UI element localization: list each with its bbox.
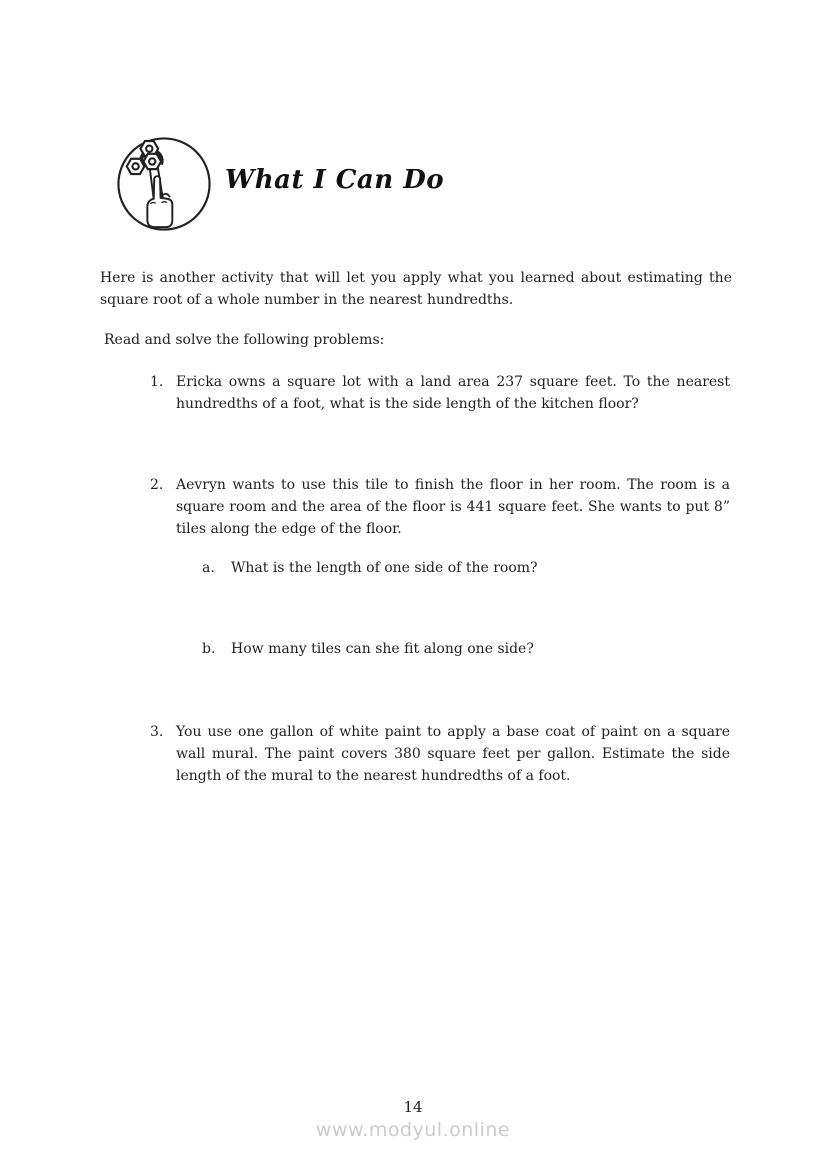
problem-text: Ericka owns a square lot with a land area 237 square feet. To the nearest hundredths of a foot, what is the side length of the kitchen floor?	[176, 374, 730, 412]
problem-number: 2.	[150, 477, 164, 493]
subquestion-letter: a.	[202, 560, 215, 576]
page-title: What I Can Do	[225, 165, 445, 195]
problem-item-3	[150, 721, 730, 787]
subquestion-text: What is the length of one side of the room?	[231, 560, 538, 576]
subquestion-a	[202, 557, 662, 579]
problem-item-2	[150, 474, 730, 540]
problem-item-1	[150, 371, 730, 415]
page-number: 14	[403, 1098, 423, 1116]
subquestion-letter: b.	[202, 641, 216, 657]
hand-wrench-icon-svg	[114, 136, 214, 234]
subquestion-b	[202, 638, 662, 660]
problem-number: 1.	[150, 374, 164, 390]
instruction-line: Read and solve the following problems:	[104, 332, 385, 348]
hand-wrench-icon	[114, 136, 214, 234]
problem-text: You use one gallon of white paint to apply a base coat of paint on a square wall mural. The paint covers 380 square feet per gallon. Estimate the side length of the mural to the nearest hundredths of a foot.	[176, 724, 730, 784]
intro-paragraph: Here is another activity that will let you apply what you learned about estimating the square root of a whole number in the nearest hundredths.	[100, 270, 732, 308]
problem-number: 3.	[150, 724, 164, 740]
problem-text: Aevryn wants to use this tile to finish the floor in her room. The room is a square room and the area of the floor is 441 square feet. She wants to put 8” tiles along the edge of the floor.	[176, 477, 730, 537]
watermark-text: www.modyul.online	[315, 1119, 511, 1141]
subquestion-text: How many tiles can she fit along one side?	[231, 641, 534, 657]
